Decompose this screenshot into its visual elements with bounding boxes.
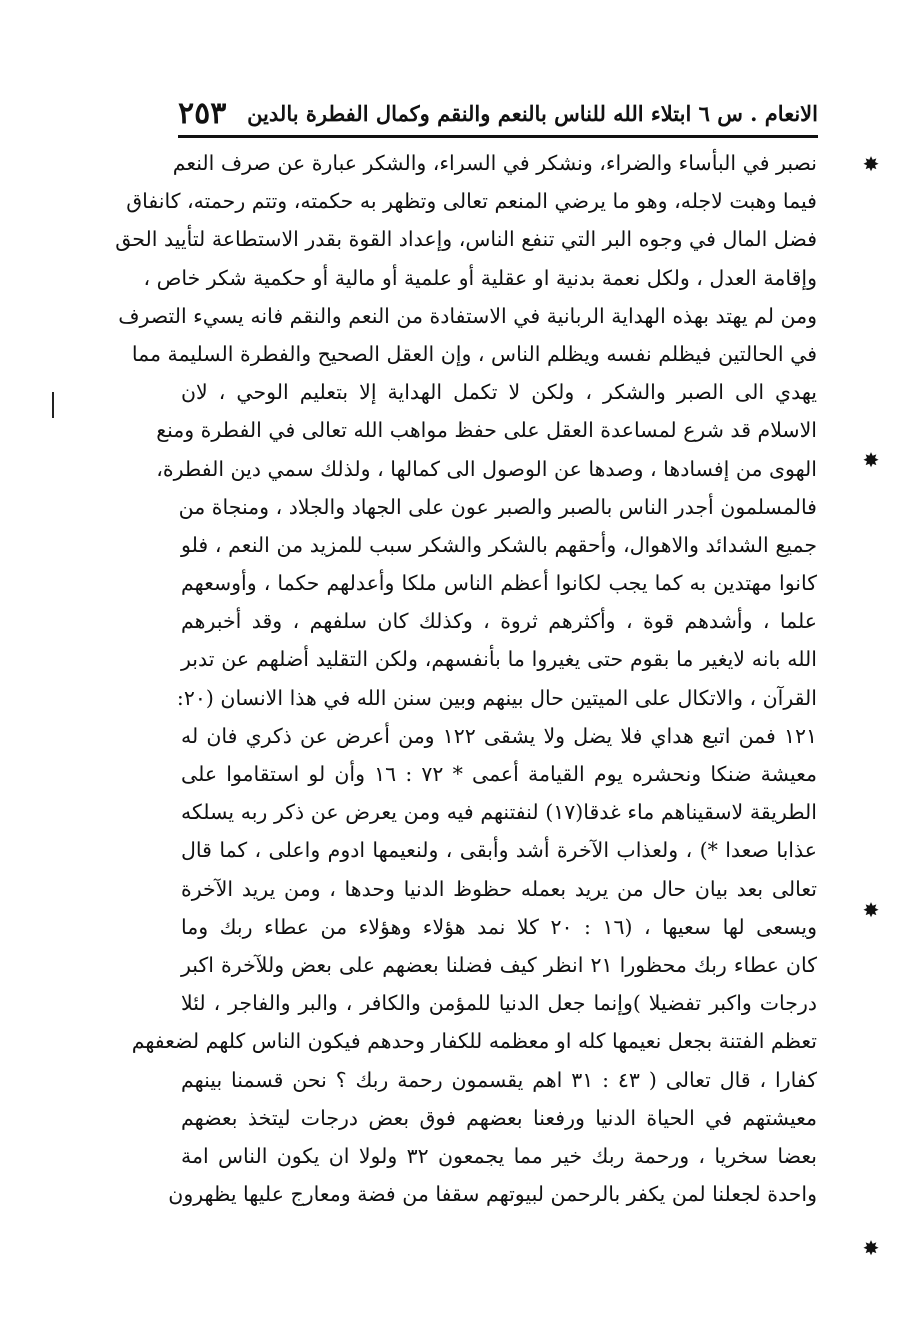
text-line: القرآن ، والاتكال على الميتين حال بينهم وبين سنن الله في هذا الانسان (٢٠: [176, 685, 817, 710]
text-line: تعالى بعد بيان حال من يريد بعمله حظوظ الدنيا وحدها ، ومن يريد الآخرة [181, 876, 817, 901]
text-line: الله بانه لايغير ما بقوم حتى يغيروا ما بأنفسهم، ولكن التقليد أضلهم عن تدبر [181, 647, 817, 672]
text-line: جميع الشدائد والاهوال، وأحقهم بالشكر والشكر سبب للمزيد من النعم ، فلو [181, 532, 817, 557]
margin-star-icon: ✸ [862, 898, 880, 922]
text-line: الاسلام قد شرع لمساعدة العقل على حفظ مواهب الله تعالى في الفطرة ومنع [156, 418, 817, 443]
text-line: تعظم الفتنة بجعل نعيمها كله او معظمه للكفار وحدهم فيكون الناس كلهم لضعفهم [131, 1029, 817, 1054]
text-line: وإقامة العدل ، ولكل نعمة بدنية او عقلية أو علمية أو مالية أو حكمية شكر خاص ، [143, 265, 817, 290]
margin-star-icon: ✸ [862, 152, 880, 176]
text-line: في الحالتين فيظلم نفسه ويظلم الناس ، وإن العقل الصحيح والفطرة السليمة مما [131, 341, 817, 366]
text-line: معيشة ضنكا ونحشره يوم القيامة أعمى * ٧٢ : ١٦ وأن لو استقاموا على [181, 762, 817, 786]
text-line: فضل المال في وجوه البر التي تنفع الناس، وإعداد القوة بقدر الاستطاعة لتأييد الحق [115, 227, 817, 252]
text-line: فالمسلمون أجدر الناس بالصبر والصبر عون على الجهاد والجلاد ، ومنجاة من [178, 494, 817, 519]
running-header [178, 88, 818, 134]
running-header-title: الانعام . س ٦ ابتلاء الله للناس بالنعم والنقم وكمال الفطرة بالدين [247, 101, 818, 126]
text-line: كانوا مهتدين به كما يجب لكانوا أعظم الناس ملكا وأعدلهم حكما ، وأوسعهم [181, 571, 817, 596]
text-line: واحدة لجعلنا لمن يكفر بالرحمن لبيوتهم سقفا من فضة ومعارج عليها يظهرون [168, 1182, 817, 1207]
margin-star-icon: ✸ [862, 1236, 880, 1260]
text-line: الهوى من إفسادها ، وصدها عن الوصول الى كمالها ، ولذلك سمي دين الفطرة، [156, 456, 817, 481]
margin-tick [52, 392, 54, 418]
text-line: نصبر في البأساء والضراء، ونشكر في السراء، والشكر عبارة عن صرف النعم [172, 151, 817, 175]
text-line: ومن لم يهتد بهذه الهداية الربانية في الاستفادة من النعم والنقم فانه يسيء التصرف [118, 303, 817, 328]
text-line: كان عطاء ربك محظورا ٢١ انظر كيف فضلنا بعضهم على بعض وللآخرة اكبر [181, 952, 817, 977]
margin-star-icon: ✸ [862, 448, 880, 472]
text-line: ويسعى لها سعيها ، (١٦ : ٢٠ كلا نمد هؤلاء وهؤلاء من عطاء ربك وما [181, 914, 817, 939]
body-text [115, 144, 818, 1213]
text-line: علما ، وأشدهم قوة ، وأكثرهم ثروة ، وكذلك كان سلفهم ، وقد أخبرهم [181, 609, 817, 634]
header-rule [178, 135, 818, 138]
text-line: عذابا صعدا *) ، ولعذاب الآخرة أشد وأبقى ، ولنعيمها ادوم واعلى ، كما قال [181, 838, 817, 863]
text-line: معيشتهم في الحياة الدنيا ورفعنا بعضهم فوق بعض درجات ليتخذ بعضهم [181, 1105, 817, 1130]
text-line: بعضا سخريا ، ورحمة ربك خير مما يجمعون ٣٢ ولولا ان يكون الناس امة [181, 1143, 818, 1168]
text-line: فيما وهبت لاجله، وهو ما يرضي المنعم تعالى وتظهر به حكمته، وتتم رحمته، كانفاق [126, 189, 817, 214]
text-line: كفارا ، قال تعالى ( ٤٣ : ٣١ اهم يقسمون رحمة ربك ؟ نحن قسمنا بينهم [181, 1067, 817, 1092]
text-line: الطريقة لاسقيناهم ماء غدقا(١٧) لنفتنهم فيه ومن يعرض عن ذكر ربه يسلكه [181, 800, 817, 825]
text-line: يهدي الى الصبر والشكر ، ولكن لا تكمل الهداية إلا بتعليم الوحي ، لان [181, 380, 817, 405]
text-line: درجات واكبر تفضيلا )وإنما جعل الدنيا للمؤمن والكافر ، والبر والفاجر ، لئلا [181, 991, 817, 1016]
page-number: ٢٥٣ [178, 96, 227, 131]
text-line: ١٢١ فمن اتبع هداي فلا يضل ولا يشقى ١٢٢ ومن أعرض عن ذكري فان له [181, 723, 818, 748]
